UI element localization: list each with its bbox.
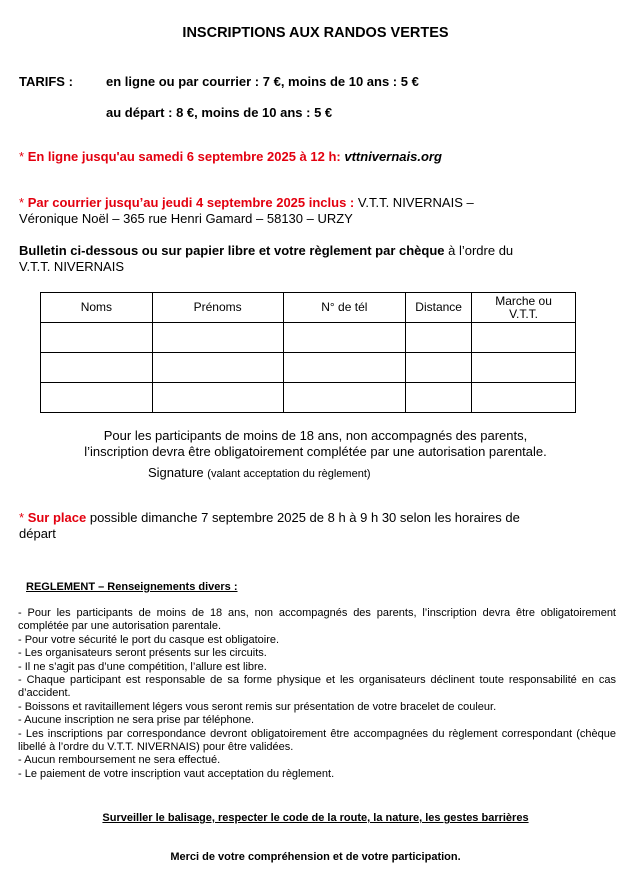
footer-thanks: Merci de votre compréhension et de votre participation. <box>170 851 461 863</box>
mail-recipient: V.T.T. NIVERNAIS – <box>357 195 474 210</box>
table-header-row <box>41 293 576 323</box>
list-item: - Pour les participants de moins de 18 ans, non accompagnés des parents, l’inscription devra être obligatoirement complétée par une autorisation parentale. <box>18 607 616 633</box>
bulletin-rest: à l’ordre du <box>448 243 514 258</box>
list-item: - Pour votre sécurité le port du casque est obligatoire. <box>18 633 280 646</box>
list-item: - Le paiement de votre inscription vaut acceptation du règlement. <box>18 767 335 780</box>
online-star: * <box>19 149 25 164</box>
tarifs-line-2: au départ : 8 €, moins de 10 ans : 5 € <box>106 105 333 120</box>
signature-note: (valant acceptation du règlement) <box>207 468 371 480</box>
list-item: - Les inscriptions par correspondance devront obligatoirement être accompagnées du règlement correspondant (chèque libellé à l’ordre du V.T.T. NIVERNAIS) pour être validées. <box>18 727 616 754</box>
bulletin-payee: V.T.T. NIVERNAIS <box>19 259 124 274</box>
signature-line <box>148 465 371 480</box>
onsite-line-2: départ <box>19 526 56 541</box>
signature-label: Signature <box>148 465 204 480</box>
header-prenoms: Prénoms <box>152 293 283 323</box>
table-row[interactable] <box>41 323 576 353</box>
table-row[interactable] <box>41 383 576 413</box>
mail-deadline: Par courrier jusqu’au jeudi 4 septembre 2025 inclus : <box>27 195 355 210</box>
list-item: - Les organisateurs seront présents sur les circuits. <box>18 647 267 660</box>
list-item: - Aucun remboursement ne sera effectué. <box>18 754 221 767</box>
onsite-bold: Sur place <box>27 510 87 525</box>
minors-line-1: Pour les participants de moins de 18 ans, non accompagnés des parents, <box>103 428 528 443</box>
mail-registration <box>19 195 474 210</box>
header-distance: Distance <box>406 293 472 323</box>
tarifs-line-1: en ligne ou par courrier : 7 €, moins de 10 ans : 5 € <box>106 74 419 89</box>
rules-heading: REGLEMENT – Renseignements divers : <box>26 581 238 593</box>
header-marche-vtt: Marche ou V.T.T. <box>472 293 576 323</box>
online-site-link[interactable]: vttnivernais.org <box>344 149 442 164</box>
list-item: - Chaque participant est responsable de sa forme physique et les organisateurs déclinent toute responsabilité en cas d’accident. <box>18 674 616 700</box>
bulletin-text <box>19 243 513 258</box>
tarifs-label: TARIFS : <box>19 74 73 89</box>
online-registration <box>19 149 442 164</box>
table-row[interactable] <box>41 353 576 383</box>
rules-list <box>18 607 616 781</box>
bulletin-bold: Bulletin ci-dessous ou sur papier libre et votre règlement par chèque <box>19 243 445 258</box>
header-noms: Noms <box>41 293 153 323</box>
onsite-details: possible dimanche 7 septembre 2025 de 8 h à 9 h 30 selon les horaires de <box>89 510 520 525</box>
list-item: - Boissons et ravitaillement légers vous seront remis sur présentation de votre bracelet de couleur. <box>18 700 497 713</box>
onsite-registration <box>19 510 520 525</box>
list-item: - Il ne s’agit pas d’une compétition, l’allure est libre. <box>18 660 267 673</box>
footer-warning: Surveiller le balisage, respecter le code de la route, la nature, les gestes barrières <box>102 812 529 824</box>
minors-line-2: l’inscription devra être obligatoirement complétée par une autorisation parentale. <box>84 444 547 459</box>
mail-star: * <box>19 195 25 210</box>
mail-address: Véronique Noël – 365 rue Henri Gamard – 58130 – URZY <box>19 211 353 226</box>
onsite-star: * <box>19 510 25 525</box>
header-tel: N° de tél <box>283 293 406 323</box>
registration-table <box>40 292 576 413</box>
online-deadline: En ligne jusqu'au samedi 6 septembre 2025 à 12 h: <box>27 149 341 164</box>
page-title: INSCRIPTIONS AUX RANDOS VERTES <box>182 25 449 41</box>
list-item: - Aucune inscription ne sera prise par téléphone. <box>18 714 255 727</box>
